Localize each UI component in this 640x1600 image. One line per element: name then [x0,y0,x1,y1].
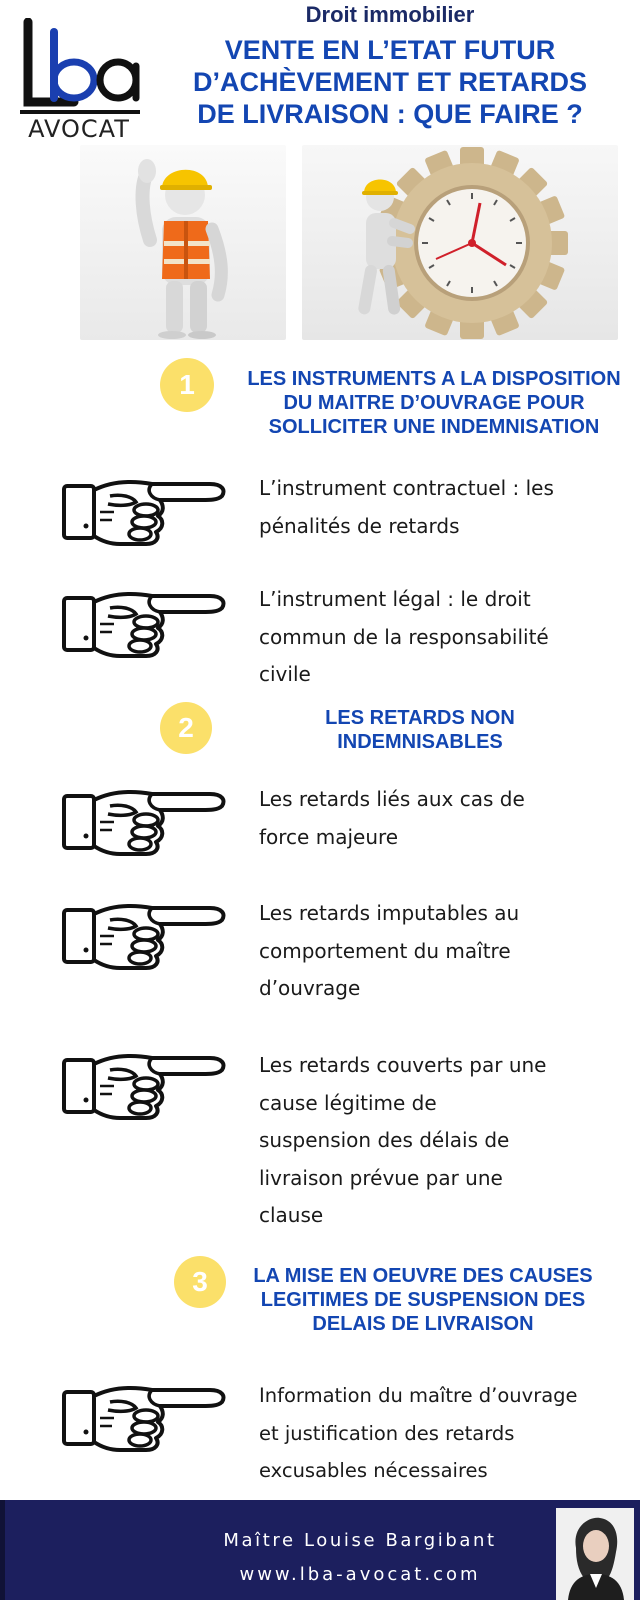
page-title-line: DE LIVRAISON : QUE FAIRE ? [197,99,583,129]
list-item-line: excusables nécessaires [259,1459,488,1482]
section-number-badge: 2 [160,702,212,754]
page-title [175,34,605,130]
list-item [259,1377,629,1490]
section-title-line: LEGITIMES DE SUSPENSION DES [260,1289,586,1311]
construction-worker-illustration [80,145,286,340]
section-title [270,706,570,754]
list-item-line: civile [259,662,311,686]
list-item-line: Les retards couverts par une [259,1053,547,1077]
list-item [259,581,629,694]
clock-gear-illustration [302,145,618,340]
pointing-hand-icon [60,782,230,862]
list-item-line: Les retards imputables au [259,901,520,925]
list-item-line: d’ouvrage [259,976,361,1000]
section-title-line: LES RETARDS NON [325,707,515,729]
lawyer-portrait [556,1508,634,1600]
list-item-line: suspension des délais de [259,1128,510,1152]
list-item-line: pénalités de retards [259,513,460,538]
list-item-line: Les retards liés aux cas de [259,787,525,811]
section-title [234,367,634,439]
section-title-line: DELAIS DE LIVRAISON [312,1313,534,1335]
list-item [259,1047,629,1235]
list-item-line: L’instrument contractuel : les [259,476,554,500]
section-number-badge: 1 [160,358,214,412]
construction-worker-stop-icon [80,145,286,340]
pointing-hand-icon [60,472,230,552]
page-title-line: D’ACHÈVEMENT ET RETARDS [192,67,588,97]
pointing-hand-icon [60,1046,230,1126]
list-item-line: cause légitime de [259,1090,437,1115]
website-link[interactable]: www.lba-avocat.com [239,1564,481,1585]
pointing-hand-icon [60,1378,230,1458]
section-number-badge: 3 [174,1256,226,1308]
footer-edge [0,1500,5,1600]
logo-subtitle: AVOCAT [28,115,130,143]
list-item-line: commun de la responsabilité [259,624,549,649]
list-item-line: Information du maître d’ouvrage [259,1384,578,1407]
lba-logo-mark-icon [14,18,144,118]
page-title-line: VENTE EN L’ETAT FUTUR [224,35,556,65]
section-title-line: INDEMNISABLES [337,731,503,753]
list-item [259,781,629,856]
list-item-line: comportement du maître [259,938,511,963]
section-title [240,1264,606,1336]
lawyer-name: Maître Louise Bargibant [223,1530,497,1551]
section-title-line: DU MAITRE D’OUVRAGE POUR [283,392,585,414]
list-item-line: livraison prévue par une [259,1165,503,1190]
list-item-line: et justification des retards [259,1421,515,1445]
list-item-line: L’instrument légal : le droit [259,587,531,611]
list-item-line: clause [259,1203,324,1227]
pointing-hand-icon [60,584,230,664]
lawyer-portrait-icon [556,1508,634,1600]
category-heading: Droit immobilier [305,2,475,27]
section-title-line: LA MISE EN OEUVRE DES CAUSES [253,1265,593,1287]
list-item [259,895,629,1008]
list-item-line: force majeure [259,824,399,849]
worker-pushing-clock-gear-icon [302,145,618,340]
pointing-hand-icon [60,896,230,976]
list-item [259,470,629,545]
section-title-line: LES INSTRUMENTS A LA DISPOSITION [247,368,621,390]
section-title-line: SOLLICITER UNE INDEMNISATION [268,416,600,438]
